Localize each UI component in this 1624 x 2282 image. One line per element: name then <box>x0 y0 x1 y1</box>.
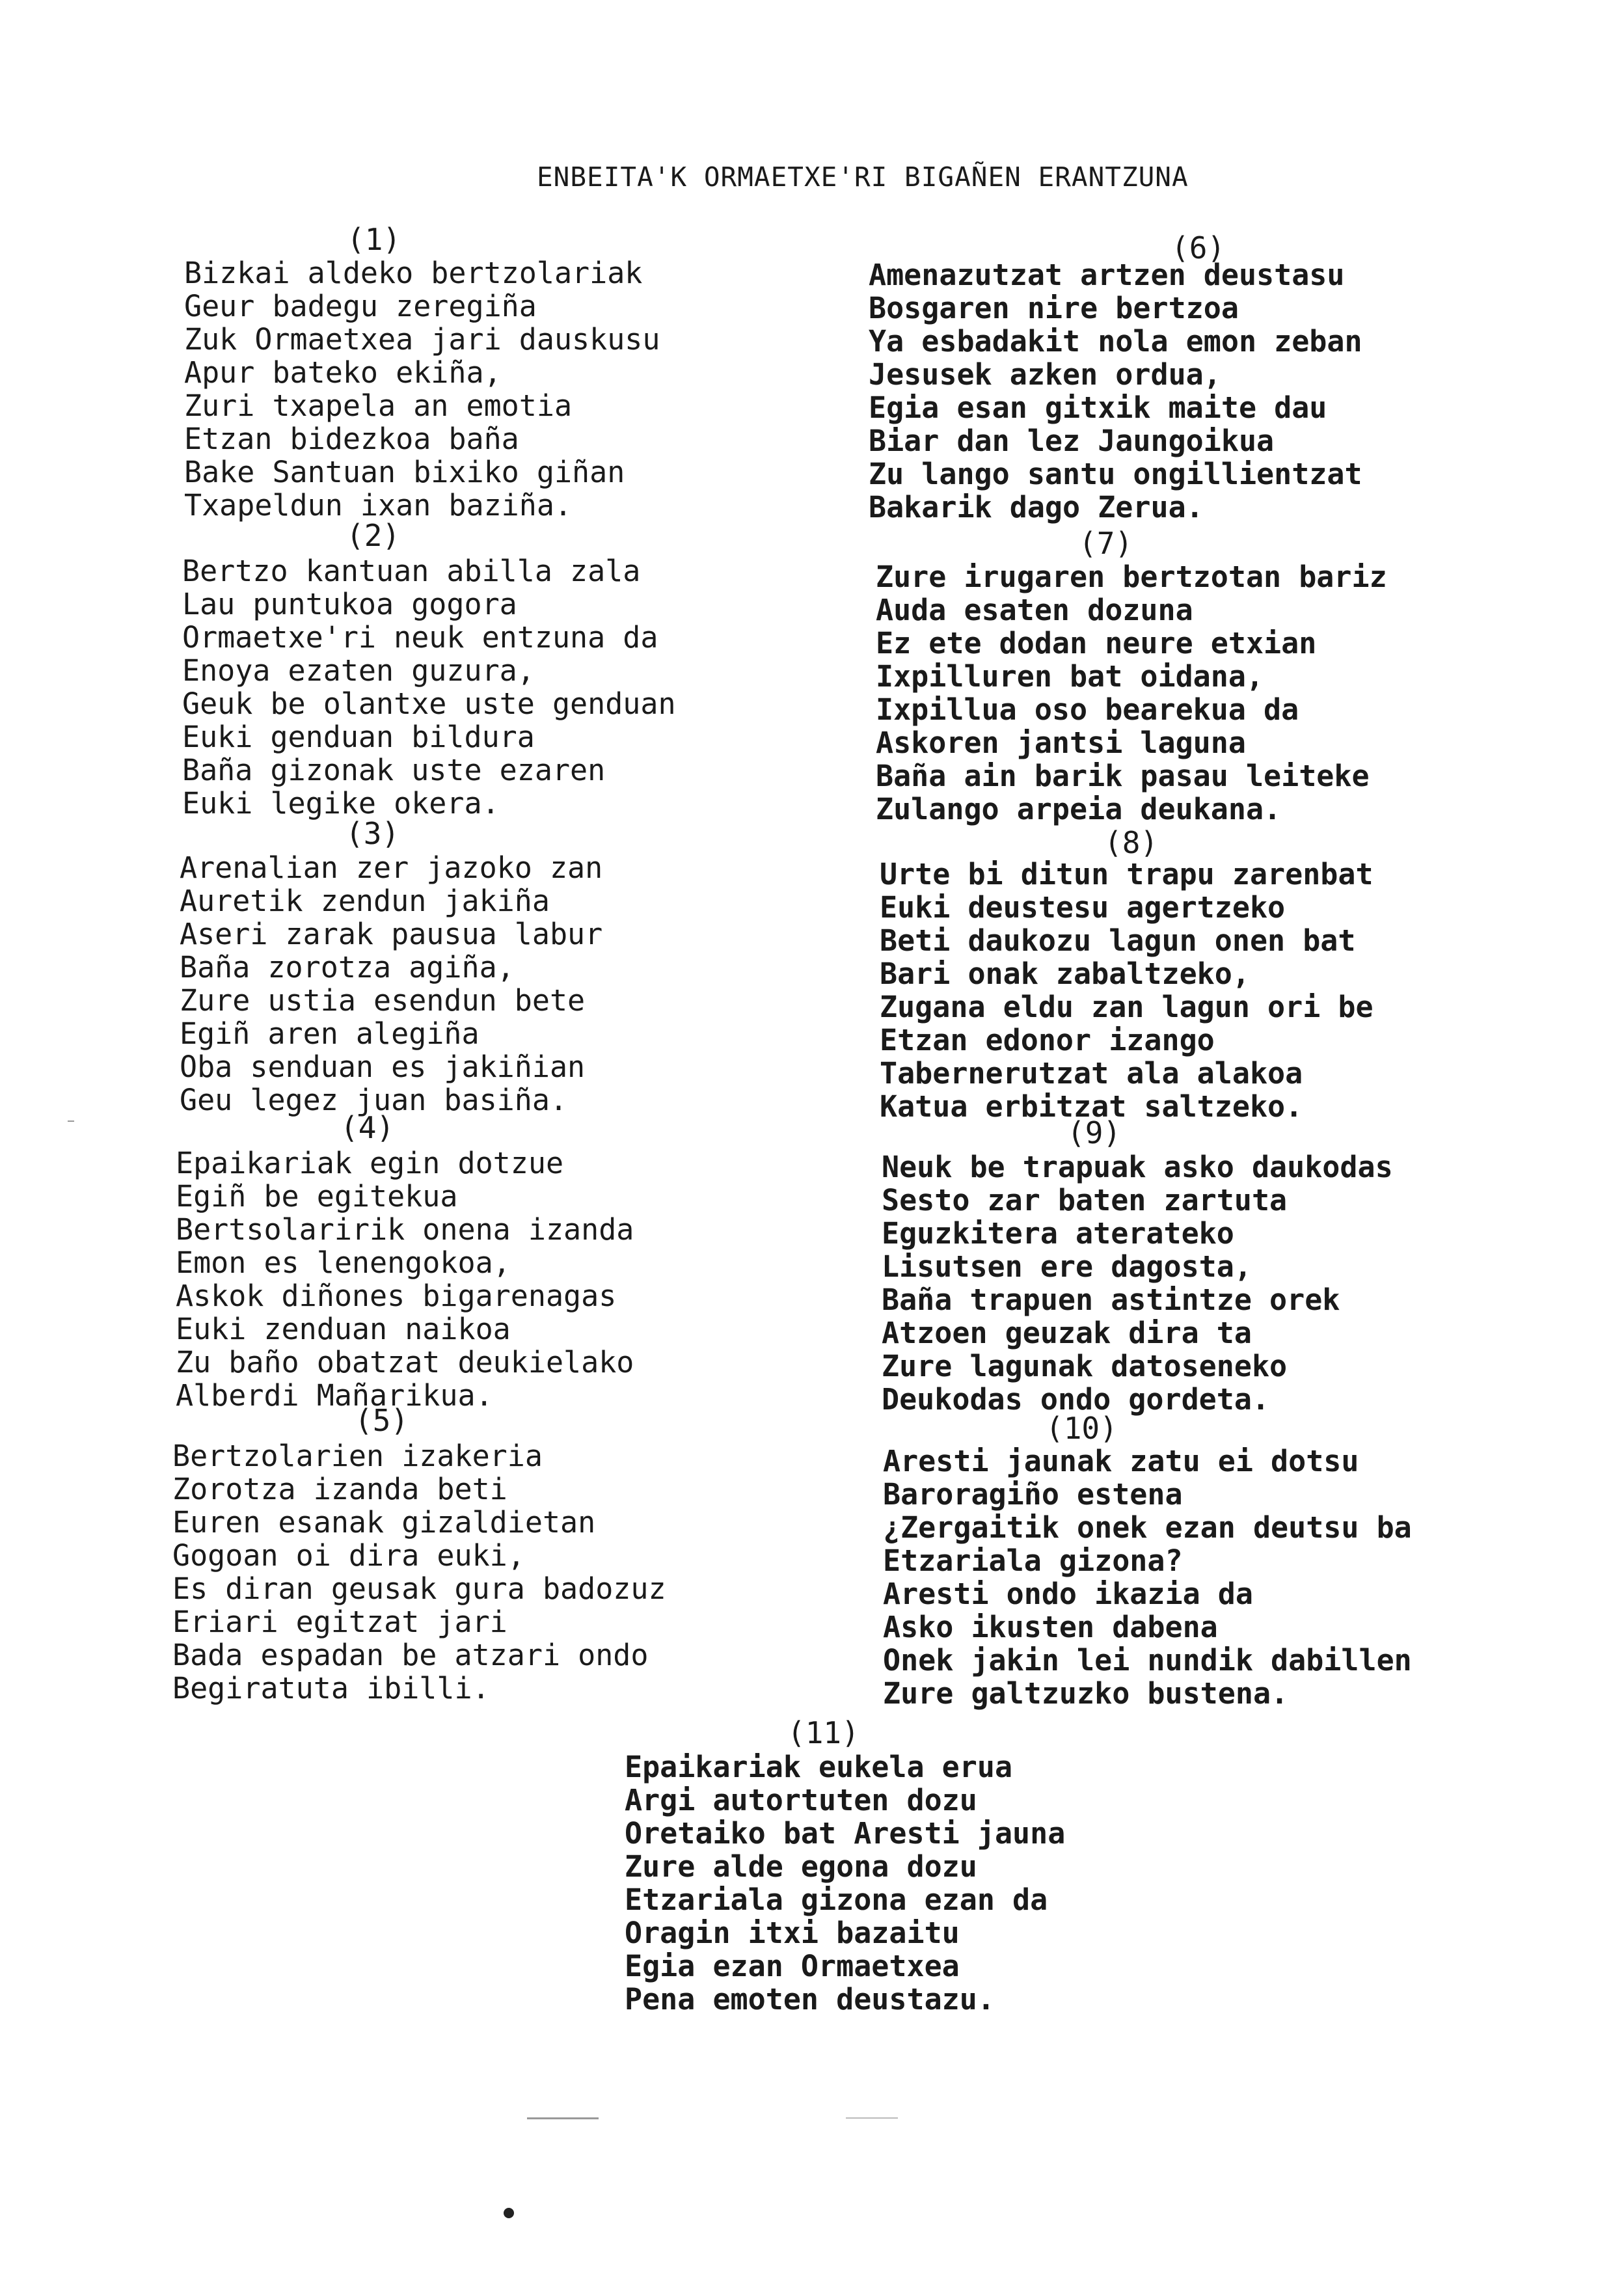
verse-line: Euki zenduan naikoa <box>176 1312 511 1346</box>
verse-line: Bizkai aldeko bertzolariak <box>184 256 643 290</box>
stanza-number: (1) <box>347 222 401 257</box>
verse-line: Egia ezan Ormaetxea <box>625 1949 960 1983</box>
verse-line: Apur bateko ekiña, <box>184 355 502 390</box>
scan-speck <box>846 2117 898 2119</box>
verse-line: Urte bi ditun trapu zarenbat <box>880 857 1374 891</box>
verse-line: Sesto zar baten zartuta <box>882 1183 1288 1217</box>
verse-line: Begiratuta ibilli. <box>172 1671 490 1705</box>
verse-line: Askok diñones bigarenagas <box>176 1279 617 1313</box>
stanza-number: (3) <box>345 816 400 851</box>
verse-line: Alberdi Mañarikua. <box>176 1378 493 1413</box>
stanza-number: (11) <box>787 1715 859 1750</box>
verse-line: Tabernerutzat ala alakoa <box>880 1056 1303 1091</box>
verse-line: Etzariala gizona? <box>883 1543 1183 1578</box>
verse-line: Katua erbitzat saltzeko. <box>880 1089 1303 1124</box>
verse-line: Epaikariak eukela erua <box>625 1750 1013 1784</box>
stanza-number: (6) <box>1171 230 1226 265</box>
verse-line: Egia esan gitxik maite dau <box>869 390 1327 425</box>
verse-line: Bosgaren nire bertzoa <box>869 291 1239 325</box>
verse-line: Emon es lenengokoa, <box>176 1245 511 1280</box>
verse-line: Bertzolarien izakeria <box>172 1439 543 1473</box>
verse-line: Baña zorotza agiña, <box>180 950 515 985</box>
verse-line: Egiñ aren alegiña <box>180 1016 480 1051</box>
verse-line: Eriari egitzat jari <box>172 1605 508 1639</box>
verse-line: Baña trapuen astintze orek <box>882 1283 1340 1317</box>
scan-speck <box>68 1121 74 1122</box>
scan-speck <box>527 2117 599 2119</box>
verse-line: Beti daukozu lagun onen bat <box>880 923 1356 958</box>
stanza-number: (2) <box>346 518 401 553</box>
stanza-number: (4) <box>340 1110 395 1145</box>
verse-line: Jesusek azken ordua, <box>869 357 1221 392</box>
verse-line: Geur badegu zeregiña <box>184 289 537 323</box>
verse-line: Pena emoten deustazu. <box>625 1982 995 2017</box>
verse-line: Zugana eldu zan lagun ori be <box>880 990 1374 1024</box>
page-title: ENBEITA'K ORMAETXE'RI BIGAÑEN ERANTZUNA <box>537 161 1189 193</box>
verse-line: Zu baño obatzat deukielako <box>176 1345 634 1379</box>
verse-line: Zuk Ormaetxea jari dauskusu <box>184 322 660 357</box>
verse-line: Zorotza izanda beti <box>172 1472 508 1506</box>
verse-line: Zulango arpeia deukana. <box>876 792 1282 826</box>
verse-line: Euki legike okera. <box>182 786 500 821</box>
stanza-number: (5) <box>355 1403 409 1438</box>
verse-line: Ya esbadakit nola emon zeban <box>869 324 1362 359</box>
verse-line: Neuk be trapuak asko daukodas <box>882 1150 1393 1184</box>
scan-speck <box>504 2208 514 2218</box>
verse-line: Ormaetxe'ri neuk entzuna da <box>182 620 658 655</box>
verse-line: Bada espadan be atzari ondo <box>172 1638 649 1672</box>
verse-line: Zure lagunak datoseneko <box>882 1349 1288 1383</box>
verse-line: Askoren jantsi laguna <box>876 726 1246 760</box>
verse-line: Amenazutzat artzen deustasu <box>869 258 1345 292</box>
verse-line: Aresti ondo ikazia da <box>883 1577 1253 1611</box>
verse-line: Egiñ be egitekua <box>176 1179 458 1214</box>
verse-line: Zure galtzuzko bustena. <box>883 1676 1289 1711</box>
verse-line: Gogoan oi dira euki, <box>172 1538 525 1573</box>
verse-line: Lau puntukoa gogora <box>182 587 517 621</box>
verse-line: Bertsolaririk onena izanda <box>176 1212 634 1247</box>
verse-line: Atzoen geuzak dira ta <box>882 1316 1252 1350</box>
verse-line: Bake Santuan bixiko giñan <box>184 455 625 489</box>
verse-line: Zure ustia esendun bete <box>180 983 586 1018</box>
verse-line: Etzan bidezkoa baña <box>184 422 519 456</box>
verse-line: Onek jakin lei nundik dabillen <box>883 1643 1412 1678</box>
stanza-number: (8) <box>1104 825 1159 860</box>
verse-line: Arenalian zer jazoko zan <box>180 850 603 885</box>
verse-line: Zuri txapela an emotia <box>184 388 573 423</box>
verse-line: Ixpilluren bat oidana, <box>876 659 1264 694</box>
verse-line: Eguzkitera aterateko <box>882 1216 1234 1251</box>
verse-line: Argi autortuten dozu <box>625 1783 977 1817</box>
verse-line: Bari onak zabaltzeko, <box>880 957 1250 991</box>
verse-line: Euki deustesu agertzeko <box>880 890 1286 925</box>
verse-line: Euki genduan bildura <box>182 720 535 754</box>
verse-line: Ez ete dodan neure etxian <box>876 626 1317 660</box>
verse-line: Auda esaten dozuna <box>876 593 1193 627</box>
verse-line: Zure irugaren bertzotan bariz <box>876 560 1387 594</box>
verse-line: Etzariala gizona ezan da <box>625 1882 1048 1917</box>
verse-line: Baroragiño estena <box>883 1477 1183 1512</box>
verse-line: Baña ain barik pasau leiteke <box>876 759 1370 793</box>
verse-line: Oba senduan es jakiñian <box>180 1050 586 1084</box>
verse-line: Asko ikusten dabena <box>883 1610 1218 1644</box>
verse-line: Oretaiko bat Aresti jauna <box>625 1816 1066 1851</box>
verse-line: Geu legez juan basiña. <box>180 1083 568 1117</box>
verse-line: Epaikariak egin dotzue <box>176 1146 564 1180</box>
verse-line: Zure alde egona dozu <box>625 1849 977 1884</box>
verse-line: Baña gizonak uste ezaren <box>182 753 606 787</box>
verse-line: Lisutsen ere dagosta, <box>882 1249 1252 1284</box>
verse-line: Etzan edonor izango <box>880 1023 1215 1057</box>
verse-line: Ixpillua oso bearekua da <box>876 692 1299 727</box>
verse-line: Es diran geusak gura badozuz <box>172 1571 666 1606</box>
verse-line: Auretik zendun jakiña <box>180 884 550 918</box>
stanza-number: (7) <box>1079 526 1133 561</box>
verse-line: Enoya ezaten guzura, <box>182 653 535 688</box>
verse-line: ¿Zergaitik onek ezan deutsu ba <box>883 1510 1412 1545</box>
verse-line: Aresti jaunak zatu ei dotsu <box>883 1444 1359 1478</box>
verse-line: Zu lango santu ongillientzat <box>869 457 1362 491</box>
stanza-number: (10) <box>1046 1411 1118 1446</box>
verse-line: Oragin itxi bazaitu <box>625 1916 960 1950</box>
verse-line: Bertzo kantuan abilla zala <box>182 554 641 588</box>
verse-line: Aseri zarak pausua labur <box>180 917 603 951</box>
verse-line: Geuk be olantxe uste genduan <box>182 686 676 721</box>
verse-line: Deukodas ondo gordeta. <box>882 1382 1270 1417</box>
verse-line: Euren esanak gizaldietan <box>172 1505 596 1540</box>
stanza-number: (9) <box>1067 1115 1122 1150</box>
verse-line: Bakarik dago Zerua. <box>869 490 1204 524</box>
verse-line: Txapeldun ixan baziña. <box>184 488 573 523</box>
verse-line: Biar dan lez Jaungoikua <box>869 424 1275 458</box>
